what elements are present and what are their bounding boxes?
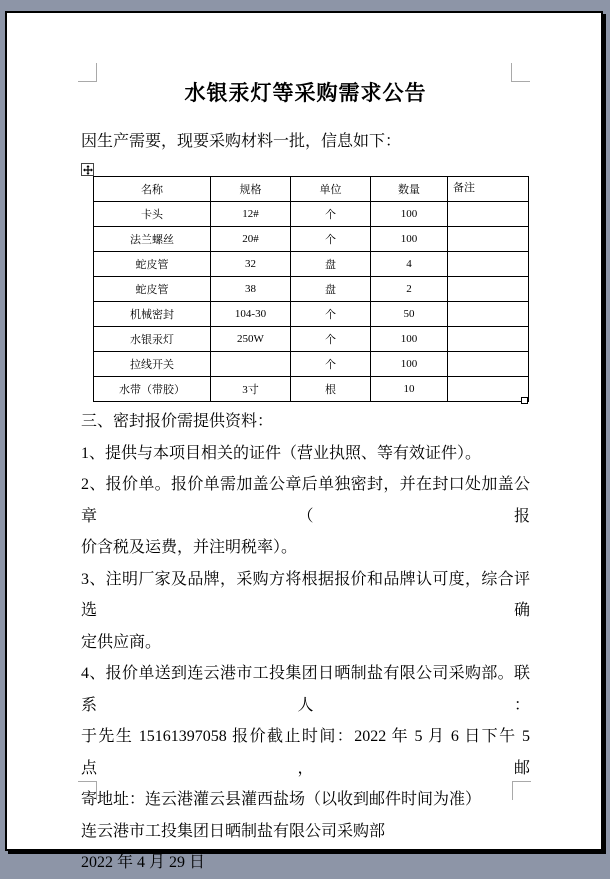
table-row: [94, 277, 529, 302]
table-row: [94, 252, 529, 277]
paragraph-line: 价含税及运费，并注明税率）。: [81, 539, 298, 556]
cell-remark: [448, 277, 529, 302]
cell-spec: 38: [211, 277, 291, 302]
paragraph-line: 4、报价单送到连云港市工投集团日晒制盐有限公司采购部。联系人：: [81, 665, 530, 714]
cell-qty: 50: [371, 302, 448, 327]
paragraph-line: 于先生 15161397058 报价截止时间：2022 年 5 月 6 日下午 5 点，邮: [81, 728, 530, 777]
table-row: [94, 352, 529, 377]
cell-name: 法兰螺丝: [94, 227, 211, 252]
cell-unit: 盘: [291, 252, 371, 277]
cell-spec: [211, 352, 291, 377]
table-row: [94, 302, 529, 327]
cell-unit: 个: [291, 352, 371, 377]
header-qty: 数量: [371, 177, 448, 202]
cell-spec: 250W: [211, 327, 291, 352]
table-row: [94, 377, 529, 402]
paragraph-line: 3、注明厂家及品牌，采购方将根据报价和品牌认可度，综合评选确: [81, 570, 530, 619]
cell-remark: [448, 327, 529, 352]
cell-name: 蛇皮管: [94, 277, 211, 302]
cell-qty: 100: [371, 202, 448, 227]
cell-remark: [448, 227, 529, 252]
document-page[interactable]: [5, 11, 603, 871]
paragraph-line: 2、报价单。报价单需加盖公章后单独密封，并在封口处加盖公章（报: [81, 476, 530, 525]
cell-qty: 100: [371, 327, 448, 352]
header-name: 名称: [94, 177, 211, 202]
signature-line: 连云港市工投集团日晒制盐有限公司采购部: [81, 822, 386, 840]
cell-qty: 100: [371, 352, 448, 377]
cell-unit: 个: [291, 227, 371, 252]
cell-remark: [448, 302, 529, 327]
page-title: 水银汞灯等采购需求公告: [184, 81, 427, 105]
header-spec: 规格: [211, 177, 291, 202]
cell-name: 机械密封: [94, 302, 211, 327]
cell-remark: [448, 252, 529, 277]
cell-spec: 20#: [211, 227, 291, 252]
cell-name: 蛇皮管: [94, 252, 211, 277]
paragraph-line: 1、提供与本项目相关的证件（营业执照、等有效证件）。: [81, 444, 482, 462]
header-remark: 备注: [448, 177, 529, 202]
cell-qty: 100: [371, 227, 448, 252]
cell-spec: 12#: [211, 202, 291, 227]
table-move-handle[interactable]: [81, 163, 94, 176]
cell-unit: 根: [291, 377, 371, 402]
cell-name: 拉线开关: [94, 352, 211, 377]
move-arrows-icon: [83, 165, 93, 175]
cell-spec: 32: [211, 252, 291, 277]
date-line: 2022 年 4 月 29 日: [81, 854, 206, 871]
paragraph-line: 定供应商。: [81, 633, 162, 651]
table-row: [94, 227, 529, 252]
cell-unit: 个: [291, 302, 371, 327]
cell-unit: 个: [291, 202, 371, 227]
paragraph-line: 寄地址：连云港灌云县灌西盐场（以收到邮件时间为准）: [81, 791, 482, 808]
cell-name: 卡头: [94, 202, 211, 227]
intro-text: 因生产需要，现要采购材料一批，信息如下：: [81, 133, 402, 150]
procurement-table[interactable]: [93, 176, 529, 402]
table-row: [94, 327, 529, 352]
cell-spec: 3寸: [211, 377, 291, 402]
cell-remark: [448, 202, 529, 227]
document-body: [81, 406, 530, 879]
cell-name: 水带（带胶）: [94, 377, 211, 402]
header-unit: 单位: [291, 177, 371, 202]
cell-qty: 2: [371, 277, 448, 302]
table-row: [94, 202, 529, 227]
table-resize-handle[interactable]: [521, 397, 528, 404]
cell-remark: [448, 352, 529, 377]
paragraph-line: 三、密封报价需提供资料：: [81, 413, 274, 430]
cell-qty: 4: [371, 252, 448, 277]
table-header-row: [94, 177, 529, 202]
cell-spec: 104-30: [211, 302, 291, 327]
cell-name: 水银汞灯: [94, 327, 211, 352]
cell-qty: 10: [371, 377, 448, 402]
cell-remark: [448, 377, 529, 402]
cell-unit: 个: [291, 327, 371, 352]
cell-unit: 盘: [291, 277, 371, 302]
